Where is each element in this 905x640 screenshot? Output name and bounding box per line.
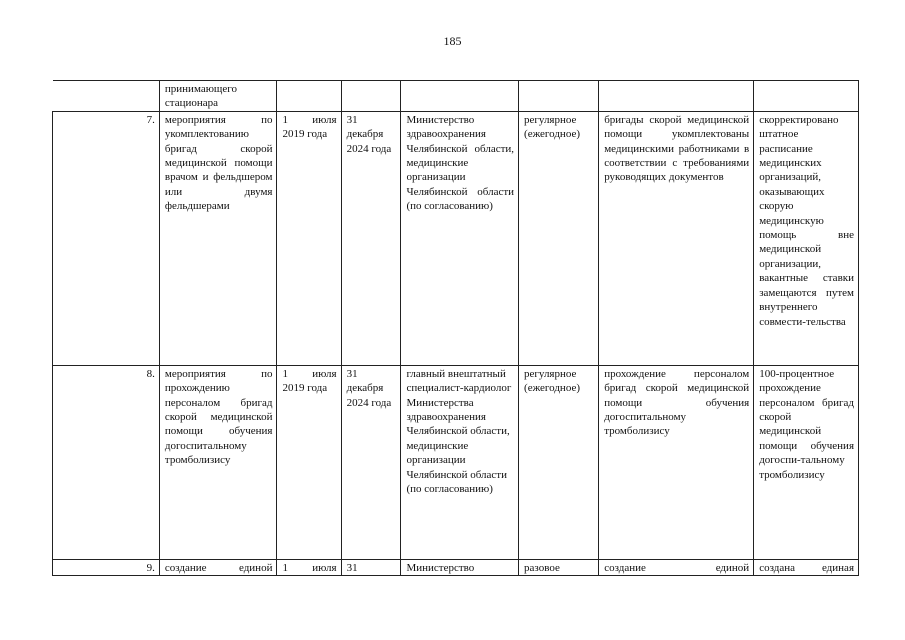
page-number: 185: [443, 34, 462, 48]
table-row: [53, 365, 859, 559]
cell-start: 1 июля 2019 года: [277, 365, 341, 559]
table-row: [53, 81, 859, 112]
table-row: [53, 559, 859, 575]
cell-event: принимающего стационара: [159, 81, 277, 112]
cell-result: прохождение персоналом бригад скорой медицинской помощи обучения догоспитальному тромболизису: [599, 365, 754, 559]
cell-responsible: Министерство: [401, 559, 519, 575]
cell-periodicity: [519, 81, 599, 112]
cell-periodicity: регулярное (ежегодное): [519, 365, 599, 559]
cell-end: 31 декабря 2024 года: [341, 365, 401, 559]
cell-start: [277, 81, 341, 112]
cell-event: мероприятия по прохождению персоналом бригад скорой медицинской помощи обучения догоспитальному тромболизису: [159, 365, 277, 559]
cell-num: 8.: [53, 365, 160, 559]
cell-responsible: главный внештатный специалист-кардиолог Министерства здравоохранения Челябинской области, медицинские организации Челябинской области (по согласованию): [401, 365, 519, 559]
cell-start: 1 июля: [277, 559, 341, 575]
cell-periodicity: регулярное (ежегодное): [519, 111, 599, 365]
cell-num: 9.: [53, 559, 160, 575]
cell-responsible: Министерство здравоохранения Челябинской области, медицинские организации Челябинской области (по согласованию): [401, 111, 519, 365]
cell-result: бригады скорой медицинской помощи укомплектованы медицинскими работниками в соответствии с требованиями руководящих документов: [599, 111, 754, 365]
cell-num: [53, 81, 160, 112]
cell-start: 1 июля 2019 года: [277, 111, 341, 365]
cell-end: 31: [341, 559, 401, 575]
cell-periodicity: разовое: [519, 559, 599, 575]
cell-end: 31 декабря 2024 года: [341, 111, 401, 365]
cell-result: [599, 81, 754, 112]
cell-indicator: скорректировано штатное расписание медицинских организаций, оказывающих скорую медицинскую помощь вне медицинской организации, вакантные ставки замещаются путем внутреннего совмести-тельства: [754, 111, 859, 365]
measures-table: [52, 80, 859, 576]
table-row: [53, 111, 859, 365]
cell-indicator: 100-процентное прохождение персоналом бригад скорой медицинской помощи обучения догоспи-тальному тромболизису: [754, 365, 859, 559]
cell-indicator: [754, 81, 859, 112]
cell-responsible: [401, 81, 519, 112]
cell-event: создание единой: [159, 559, 277, 575]
cell-indicator: создана единая: [754, 559, 859, 575]
cell-num: 7.: [53, 111, 160, 365]
cell-result: создание единой: [599, 559, 754, 575]
cell-event: мероприятия по укомплектованию бригад скорой медицинской помощи врачом и фельдшером или двумя фельдшерами: [159, 111, 277, 365]
cell-end: [341, 81, 401, 112]
